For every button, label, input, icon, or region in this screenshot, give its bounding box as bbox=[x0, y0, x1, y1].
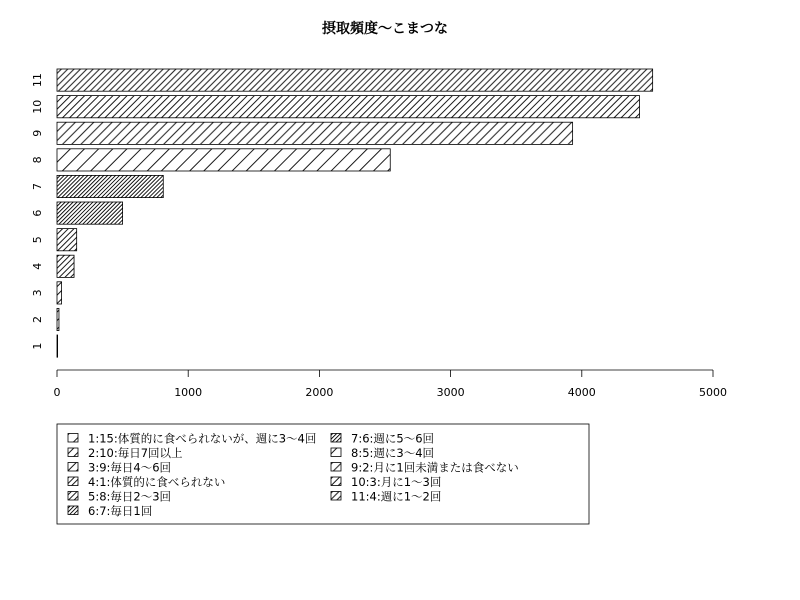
bar-10 bbox=[57, 96, 640, 118]
y-tick-label: 6 bbox=[31, 209, 44, 217]
bar-7 bbox=[57, 175, 163, 197]
x-tick-label: 1000 bbox=[174, 386, 203, 399]
x-tick-label: 3000 bbox=[436, 386, 465, 399]
legend-item bbox=[68, 475, 225, 489]
legend-key bbox=[331, 477, 341, 486]
legend-label: 9:2:月に1回未満または食べない bbox=[351, 460, 519, 475]
legend-label: 6:7:毎日1回 bbox=[88, 504, 153, 518]
y-tick-label: 2 bbox=[31, 316, 44, 323]
bar-6 bbox=[57, 202, 123, 224]
x-tick-label: 0 bbox=[53, 386, 61, 399]
legend-key bbox=[331, 463, 341, 472]
legend-label: 1:15:体質的に食べられないが、週に3〜4回 bbox=[88, 431, 317, 446]
legend-label: 4:1:体質的に食べられない bbox=[88, 475, 226, 489]
bar-11 bbox=[57, 69, 653, 91]
bar-3 bbox=[57, 282, 62, 304]
y-tick-label: 11 bbox=[31, 73, 44, 88]
legend-key bbox=[68, 477, 78, 486]
legend-key bbox=[68, 434, 78, 443]
x-tick-label: 5000 bbox=[699, 386, 727, 399]
legend-key bbox=[331, 492, 341, 501]
y-tick-label: 10 bbox=[31, 99, 44, 114]
y-tick-label: 8 bbox=[31, 156, 44, 164]
y-tick-label: 3 bbox=[31, 289, 44, 297]
bar-1 bbox=[57, 335, 58, 357]
y-tick-label: 4 bbox=[31, 262, 44, 270]
legend-item bbox=[68, 432, 316, 446]
y-tick-label: 5 bbox=[31, 236, 44, 244]
legend-label: 10:3:月に1〜3回 bbox=[351, 475, 442, 489]
legend-label: 11:4:週に1〜2回 bbox=[351, 489, 442, 504]
bar-8 bbox=[57, 149, 390, 171]
legend-item bbox=[331, 461, 519, 475]
legend-key bbox=[331, 448, 341, 457]
legend-key bbox=[331, 434, 341, 443]
y-tick-label: 9 bbox=[31, 129, 44, 137]
legend-label: 8:5:週に3〜4回 bbox=[351, 446, 435, 460]
y-tick-label: 7 bbox=[31, 183, 44, 190]
chart-title: 摂取頻度〜こまつな bbox=[322, 21, 448, 37]
x-tick-label: 2000 bbox=[305, 386, 334, 399]
legend-label: 5:8:毎日2〜3回 bbox=[88, 489, 172, 504]
legend-label: 2:10:毎日7回以上 bbox=[88, 446, 183, 460]
bar-9 bbox=[57, 122, 573, 144]
legend-label: 7:6:週に5〜6回 bbox=[351, 431, 435, 446]
bar-2 bbox=[57, 308, 59, 330]
legend-label: 3:9:毎日4〜6回 bbox=[88, 460, 172, 475]
x-tick-label: 4000 bbox=[567, 386, 596, 399]
legend-key bbox=[68, 492, 78, 501]
bar-5 bbox=[57, 229, 77, 251]
legend-key bbox=[68, 463, 78, 472]
y-tick-label: 1 bbox=[31, 342, 44, 350]
bar-4 bbox=[57, 255, 74, 277]
legend-key bbox=[68, 506, 78, 515]
legend-key bbox=[68, 448, 78, 457]
